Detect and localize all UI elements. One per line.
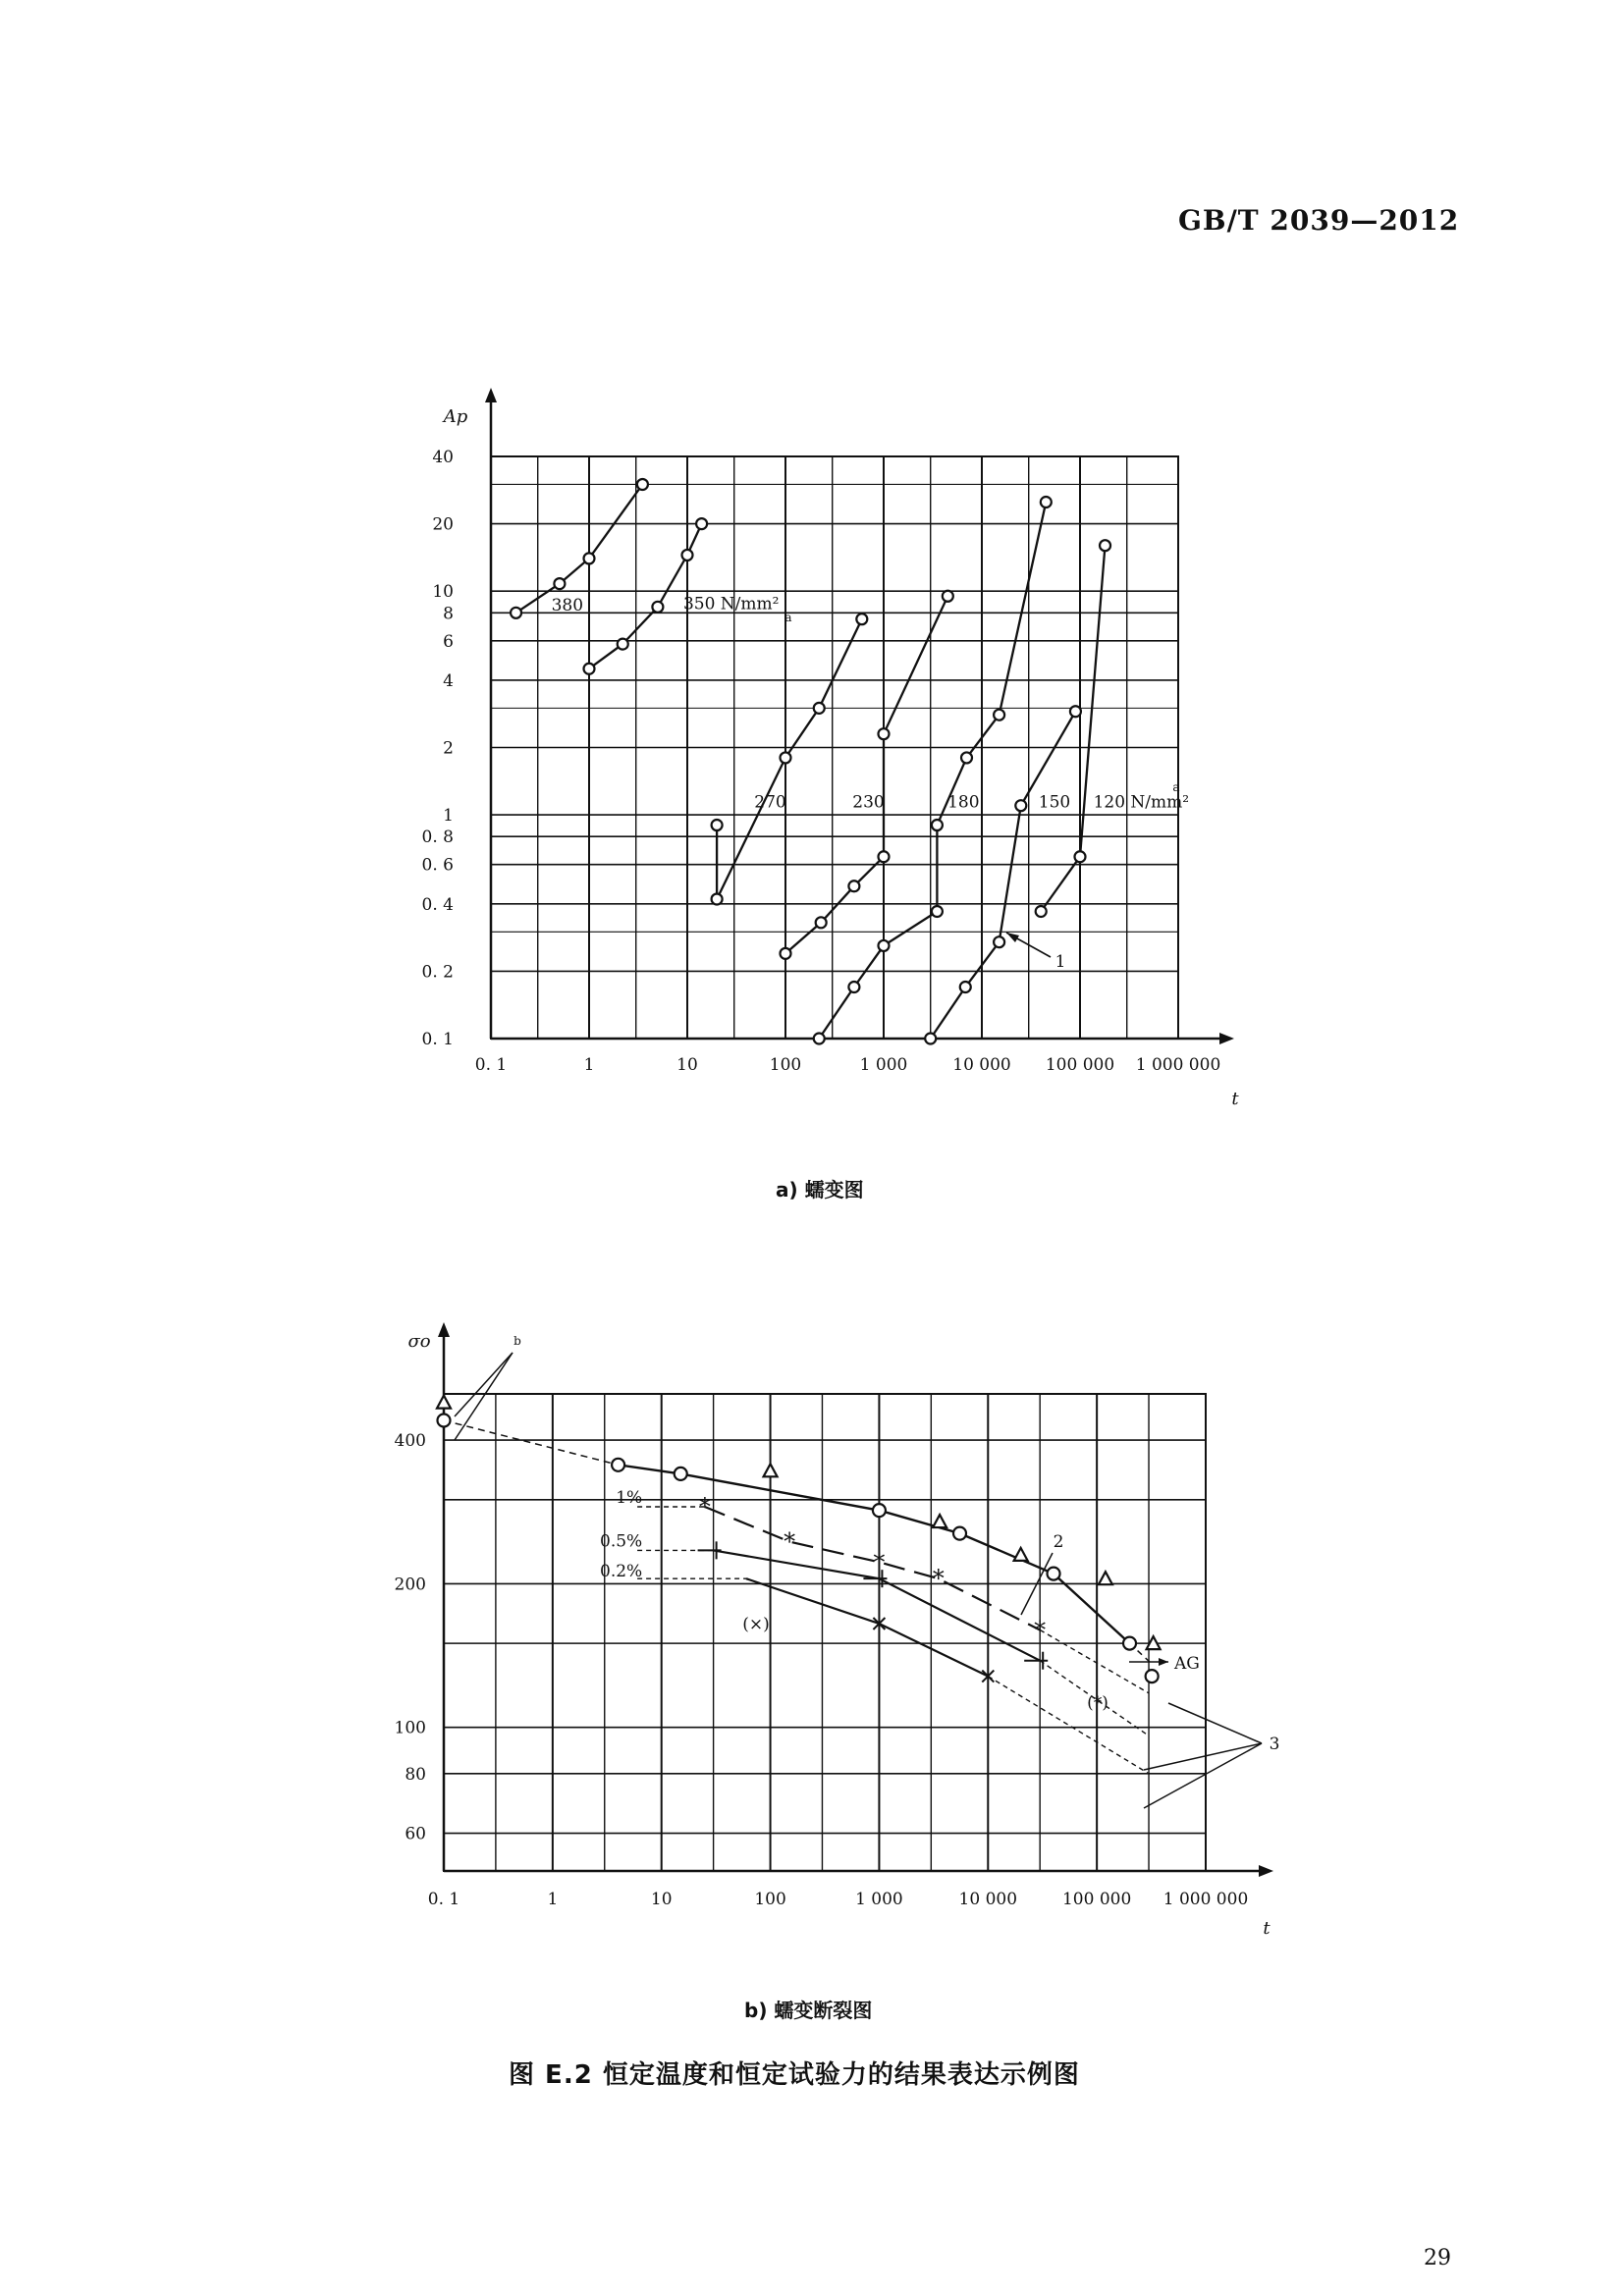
curve-0p2pct-extension (988, 1677, 1149, 1774)
asterisk-marker: * (873, 1548, 886, 1576)
triangle-point (1014, 1548, 1028, 1561)
y-tick-label: 100 (394, 1718, 426, 1738)
x-tick-label: 0. 1 (427, 1890, 460, 1909)
curve-0p2pct (746, 1578, 988, 1676)
x-tick-label: 1 000 000 (1135, 1055, 1221, 1075)
x-tick-label: 1 000 (855, 1890, 903, 1909)
asterisk-marker: * (698, 1492, 711, 1521)
y-tick-label: 10 (432, 582, 454, 603)
series-label: 350 N/mm² (682, 594, 780, 614)
leader-line (455, 1353, 513, 1416)
x-tick-label: 10 (676, 1055, 698, 1075)
rupture-point (1048, 1568, 1060, 1580)
y-tick-label: 6 (443, 631, 454, 652)
x-axis-label: t (1231, 1089, 1239, 1109)
x-axis-label: t (1263, 1918, 1271, 1939)
rupture-extrapolation (444, 1420, 619, 1465)
x-axis-arrow (1259, 1865, 1273, 1877)
series-label: 270 (754, 792, 786, 813)
page-number: 29 (1424, 2246, 1451, 2270)
strain-label: 1% (616, 1488, 643, 1509)
strain-label: 0.5% (600, 1531, 643, 1552)
rupture-point (1146, 1670, 1159, 1682)
y-tick-label: 20 (432, 514, 454, 535)
x-tick-label: 10 000 (952, 1055, 1011, 1075)
plot-frame (444, 1394, 1206, 1871)
rupture-point (675, 1468, 687, 1480)
footnote-marker: a (1172, 780, 1180, 794)
x-tick-label: 1 (583, 1055, 595, 1075)
x-tick-label: 1 000 (859, 1055, 908, 1075)
y-tick-label: 0. 1 (421, 1030, 454, 1049)
key-label-3: 3 (1269, 1735, 1280, 1754)
y-tick-label: 200 (394, 1575, 426, 1595)
triangle-point (764, 1464, 778, 1476)
rupture-point (438, 1414, 451, 1426)
x-tick-label: 1 000 000 (1162, 1890, 1249, 1909)
leader-line (1144, 1743, 1262, 1770)
asterisk-marker: * (784, 1527, 796, 1556)
x-tick-label: 10 000 (958, 1890, 1018, 1909)
rupture-point (953, 1527, 966, 1540)
series-label: 120 N/mm² (1093, 792, 1190, 813)
x-tick-label: 1 (547, 1890, 559, 1909)
y-tick-label: 2 (443, 738, 454, 759)
y-tick-label: 0. 6 (421, 855, 454, 876)
series-label: 380 (551, 595, 584, 615)
annotation-paren-asterisk: (*) (1087, 1693, 1108, 1713)
rupture-point (873, 1504, 886, 1517)
series-label: 180 (947, 792, 980, 813)
rupture-point (1123, 1637, 1136, 1650)
leader-line (1168, 1703, 1262, 1743)
triangle-point (933, 1515, 946, 1527)
y-tick-label: 4 (443, 670, 454, 691)
series-label: 230 (852, 792, 885, 813)
x-tick-label: 100 (769, 1055, 802, 1075)
annotation-paren-cross: (×) (742, 1615, 770, 1634)
strain-label: 0.2% (600, 1562, 643, 1582)
y-tick-label: 8 (443, 604, 454, 624)
series-label: 150 (1038, 792, 1071, 813)
y-tick-label: 40 (432, 448, 454, 467)
y-tick-label: 60 (405, 1824, 426, 1844)
standard-number: GB/T 2039—2012 (1178, 204, 1460, 237)
leader-arrow (1159, 1658, 1168, 1666)
leader-line (455, 1353, 513, 1440)
y-tick-label: 1 (443, 806, 454, 827)
key-label-1: 1 (1054, 952, 1066, 972)
x-tick-label: 0. 1 (474, 1055, 508, 1075)
y-tick-label: 0. 2 (421, 962, 454, 983)
rupture-point (612, 1459, 624, 1471)
y-axis-label: σo (407, 1331, 431, 1352)
y-axis-label: Ap (443, 406, 468, 427)
annotation-ag: AG (1174, 1654, 1200, 1674)
asterisk-marker: * (1034, 1616, 1047, 1644)
y-axis-arrow (438, 1322, 450, 1337)
leader-line (1144, 1743, 1262, 1808)
x-tick-label: 100 000 (1045, 1055, 1115, 1075)
chart-b-caption: b) 蠕变断裂图 (744, 1999, 873, 2022)
footnote-marker: b (514, 1334, 521, 1348)
y-tick-label: 80 (405, 1764, 426, 1785)
chart-a-caption: a) 蠕变图 (776, 1178, 864, 1201)
y-tick-label: 0. 8 (421, 828, 454, 848)
footnote-marker: a (784, 611, 792, 624)
asterisk-marker: * (932, 1565, 945, 1593)
y-tick-label: 0. 4 (421, 894, 454, 915)
triangle-point (1099, 1572, 1112, 1584)
key-label-2: 2 (1053, 1532, 1064, 1552)
triangle-point (437, 1396, 451, 1409)
x-tick-label: 100 000 (1061, 1890, 1132, 1909)
x-tick-label: 10 (650, 1890, 673, 1909)
figure-title: 图 E.2 恒定温度和恒定试验力的结果表达示例图 (509, 2060, 1080, 2090)
x-tick-label: 100 (754, 1890, 786, 1909)
y-tick-label: 400 (394, 1431, 426, 1452)
